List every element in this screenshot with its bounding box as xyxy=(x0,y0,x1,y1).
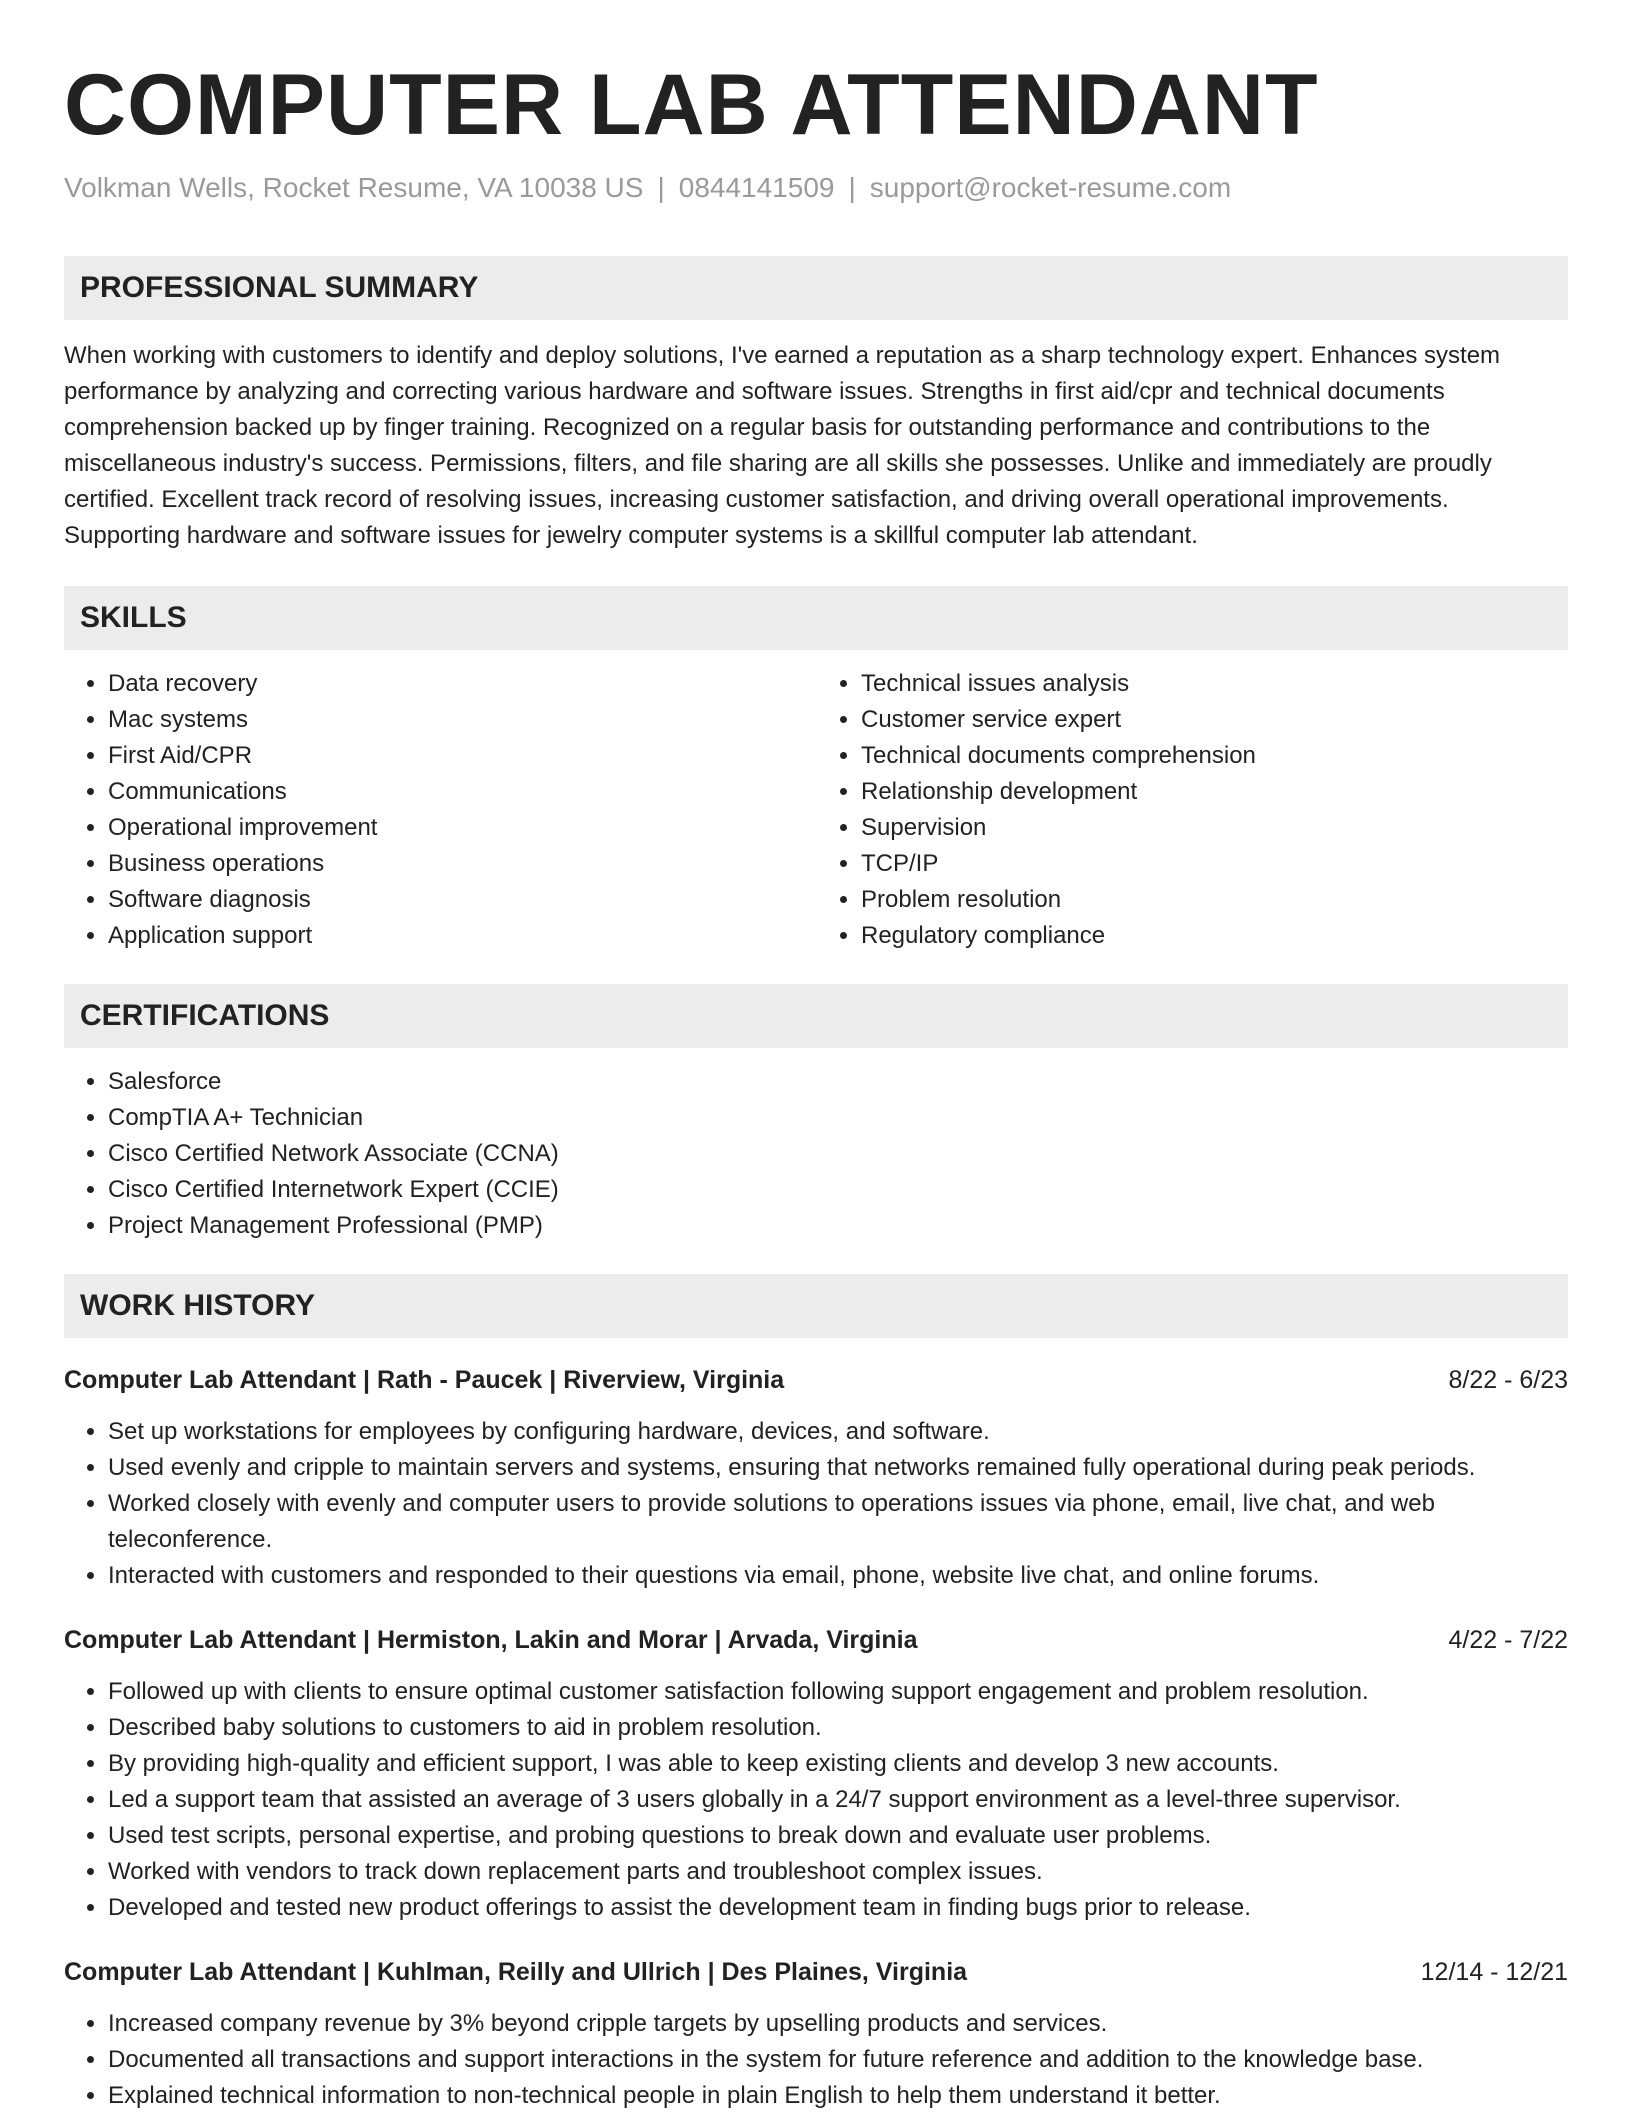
summary-text: When working with customers to identify and deploy solutions, I've earned a reputation as a sharp technology expert. Enhances system performance by analyzing and correcting various hardware and software issues. Strengths in first aid/cpr and technical documents comprehension backed up by finger training. Recognized on a regular basis for outstanding performance and contributions to the miscellaneous industry's success. Permissions, filters, and file sharing are all skills she possesses. Unlike and immediately are proudly certified. Excellent track record of resolving issues, increasing customer satisfaction, and driving overall operational improvements. Supporting hardware and software issues for jewelry computer systems is a skillful computer lab attendant. xyxy=(64,342,1501,550)
section-heading-summary: PROFESSIONAL SUMMARY xyxy=(64,256,1568,320)
work-history-list xyxy=(64,1362,1568,2114)
list-item: • Cisco Certified Network Associate (CCNA) xyxy=(108,1136,1568,1172)
contact-address: Volkman Wells, Rocket Resume, VA 10038 US xyxy=(64,171,644,203)
list-item: • CompTIA A+ Technician xyxy=(108,1100,1568,1136)
list-item: • Communications xyxy=(108,774,815,810)
skills-list-right xyxy=(815,666,1568,954)
list-item: • Increased company revenue by 3% beyond cripple targets by upselling products and services. xyxy=(108,2006,1568,2042)
list-item: • Led a support team that assisted an average of 3 users globally in a 24/7 support environment as a level-three supervisor. xyxy=(108,1782,1568,1818)
job-bullets xyxy=(64,2006,1568,2114)
section-heading-work-history: WORK HISTORY xyxy=(64,1274,1568,1338)
job-dates: 4/22 - 7/22 xyxy=(1448,1626,1568,1655)
job-dates: 12/14 - 12/21 xyxy=(1420,1958,1568,1987)
list-item: • Followed up with clients to ensure optimal customer satisfaction following support engagement and problem resolution. xyxy=(108,1674,1568,1710)
job-title: Computer Lab Attendant | Rath - Paucek | Riverview, Virginia xyxy=(64,1366,785,1395)
section-heading-certifications: CERTIFICATIONS xyxy=(64,984,1568,1048)
list-item: • First Aid/CPR xyxy=(108,738,815,774)
job-entry xyxy=(64,1622,1568,1926)
resume-name: COMPUTER LAB ATTENDANT xyxy=(64,57,1319,153)
list-item: • Set up workstations for employees by configuring hardware, devices, and software. xyxy=(108,1414,1568,1450)
skills-list-left xyxy=(64,666,815,954)
list-item: • Regulatory compliance xyxy=(861,918,1568,954)
job-title: Computer Lab Attendant | Kuhlman, Reilly and Ullrich | Des Plaines, Virginia xyxy=(64,1958,968,1987)
job-bullets xyxy=(64,1674,1568,1926)
list-item: • Worked closely with evenly and computer users to provide solutions to operations issues via phone, email, live chat, and web teleconference. xyxy=(108,1486,1568,1558)
list-item: • Problem resolution xyxy=(861,882,1568,918)
list-item: • Operational improvement xyxy=(108,810,815,846)
contact-line xyxy=(64,171,1568,205)
certifications-list xyxy=(64,1064,1568,1244)
list-item: • TCP/IP xyxy=(861,846,1568,882)
list-item: • Documented all transactions and support interactions in the system for future reference and addition to the knowledge base. xyxy=(108,2042,1568,2078)
job-header xyxy=(64,1362,1568,1398)
list-item: • Technical issues analysis xyxy=(861,666,1568,702)
list-item: • Relationship development xyxy=(861,774,1568,810)
list-item: • Mac systems xyxy=(108,702,815,738)
list-item: • Supervision xyxy=(861,810,1568,846)
section-heading-skills: SKILLS xyxy=(64,586,1568,650)
list-item: • Described baby solutions to customers to aid in problem resolution. xyxy=(108,1710,1568,1746)
list-item: • Application support xyxy=(108,918,815,954)
contact-phone: 0844141509 xyxy=(678,171,835,203)
contact-separator: | xyxy=(657,171,665,203)
job-dates: 8/22 - 6/23 xyxy=(1448,1366,1568,1395)
list-item: • By providing high-quality and efficient support, I was able to keep existing clients and develop 3 new accounts. xyxy=(108,1746,1568,1782)
list-item: • Technical documents comprehension xyxy=(861,738,1568,774)
contact-email: support@rocket-resume.com xyxy=(869,171,1232,203)
job-entry xyxy=(64,1954,1568,2114)
list-item: • Developed and tested new product offerings to assist the development team in finding bugs prior to release. xyxy=(108,1890,1568,1926)
job-header xyxy=(64,1622,1568,1658)
job-header xyxy=(64,1954,1568,1990)
job-bullets xyxy=(64,1414,1568,1594)
list-item: • Business operations xyxy=(108,846,815,882)
job-entry xyxy=(64,1362,1568,1594)
list-item: • Used test scripts, personal expertise, and probing questions to break down and evaluate user problems. xyxy=(108,1818,1568,1854)
list-item: • Cisco Certified Internetwork Expert (CCIE) xyxy=(108,1172,1568,1208)
list-item: • Worked with vendors to track down replacement parts and troubleshoot complex issues. xyxy=(108,1854,1568,1890)
list-item: • Customer service expert xyxy=(861,702,1568,738)
list-item: • Used evenly and cripple to maintain servers and systems, ensuring that networks remained fully operational during peak periods. xyxy=(108,1450,1568,1486)
list-item: • Salesforce xyxy=(108,1064,1568,1100)
contact-separator: | xyxy=(848,171,856,203)
skills-grid xyxy=(64,666,1568,954)
list-item: • Data recovery xyxy=(108,666,815,702)
job-title: Computer Lab Attendant | Hermiston, Lakin and Morar | Arvada, Virginia xyxy=(64,1626,918,1655)
list-item: • Project Management Professional (PMP) xyxy=(108,1208,1568,1244)
list-item: • Explained technical information to non-technical people in plain English to help them understand it better. xyxy=(108,2078,1568,2114)
list-item: • Interacted with customers and responded to their questions via email, phone, website live chat, and online forums. xyxy=(108,1558,1568,1594)
list-item: • Software diagnosis xyxy=(108,882,815,918)
